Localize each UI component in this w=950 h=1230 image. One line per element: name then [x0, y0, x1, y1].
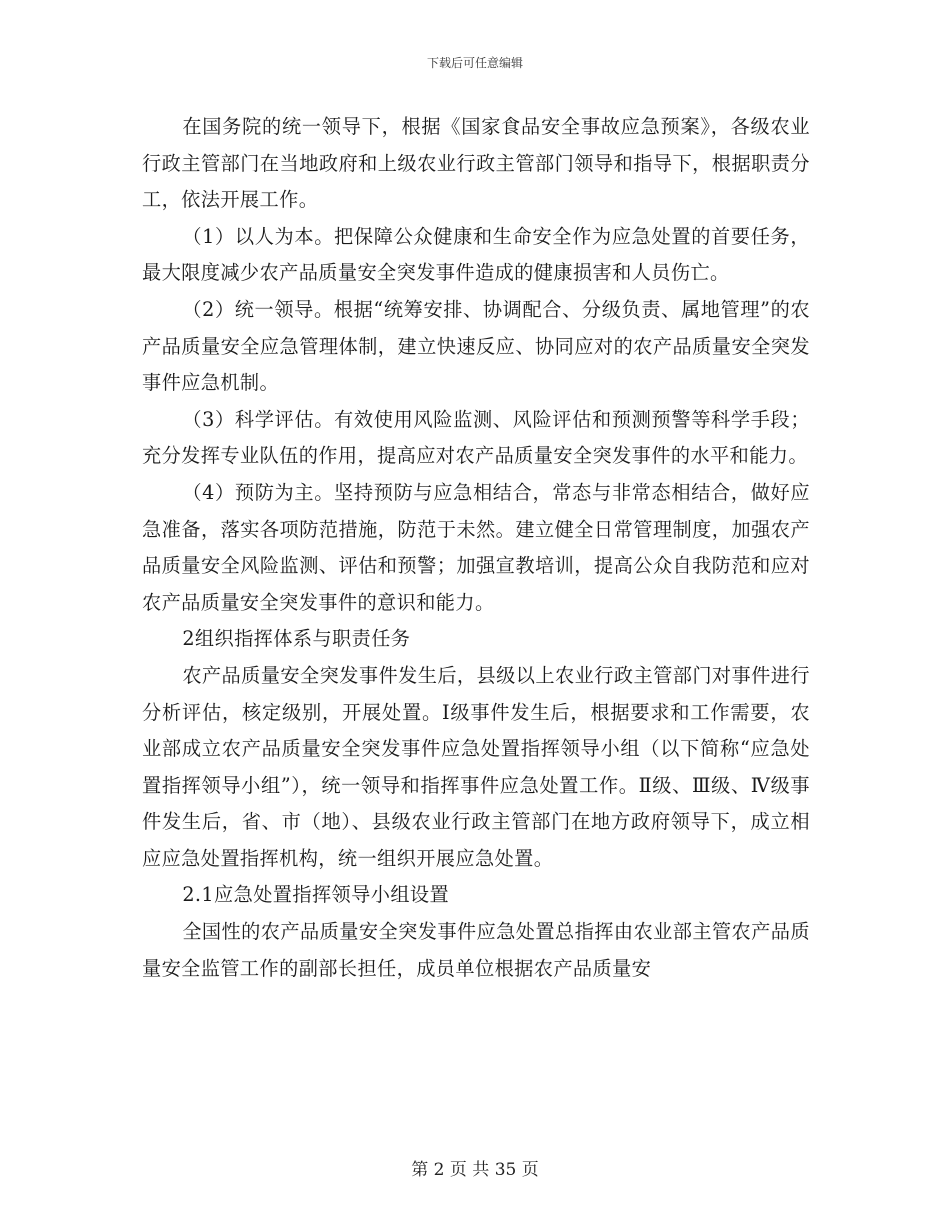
section-heading-2-1: 2.1应急处置指挥领导小组设置 — [182, 883, 450, 907]
section-heading-2: 2组织指挥体系与职责任务 — [182, 627, 411, 651]
paragraph-section-2-1: 全国性的农产品质量安全突发事件应急处置总指挥由农业部主管农产品质量安全监管工作的副部长担任，成员单位根据农产品质量安 — [142, 920, 810, 980]
paragraph-section-2: 农产品质量安全突发事件发生后，县级以上农业行政主管部门对事件进行分析评估，核定级别，开展处置。Ⅰ级事件发生后，根据要求和工作需要，农业部成立农产品质量安全突发事件应急处置指挥领导小组（以下简称“应急处置指挥领导小组”），统一领导和指挥事件应急处置工作。Ⅱ级、Ⅲ级、Ⅳ级事件发生后，省、市（地）、县级农业行政主管部门在地方政府领导下，成立相应应急处置指挥机构，统一组织开展应急处置。 — [142, 663, 810, 870]
page-header-note: 下载后可任意编辑 — [426, 56, 523, 70]
document-body — [142, 109, 810, 987]
paragraph-principle-4: （4）预防为主。坚持预防与应急相结合，常态与非常态相结合，做好应急准备，落实各项防范措施，防范于未然。建立健全日常管理制度，加强农产品质量安全风险监测、评估和预警；加强宣教培训，提高公众自我防范和应对农产品质量安全突发事件的意识和能力。 — [142, 480, 810, 614]
paragraph-intro: 在国务院的统一领导下，根据《国家食品安全事故应急预案》，各级农业行政主管部门在当地政府和上级农业行政主管部门领导和指导下，根据职责分工，依法开展工作。 — [142, 115, 810, 212]
paragraph-principle-1: （1）以人为本。把保障公众健康和生命安全作为应急处置的首要任务，最大限度减少农产品质量安全突发事件造成的健康损害和人员伤亡。 — [142, 224, 810, 285]
paragraph-principle-2: （2）统一领导。根据“统筹安排、协调配合、分级负责、属地管理”的农产品质量安全应急管理体制，建立快速反应、协同应对的农产品质量安全突发事件应急机制。 — [142, 297, 810, 395]
paragraph-principle-3: （3）科学评估。有效使用风险监测、风险评估和预测预警等科学手段；充分发挥专业队伍的作用，提高应对农产品质量安全突发事件的水平和能力。 — [142, 407, 810, 468]
page-number: 第 2 页 共 35 页 — [411, 1160, 539, 1180]
